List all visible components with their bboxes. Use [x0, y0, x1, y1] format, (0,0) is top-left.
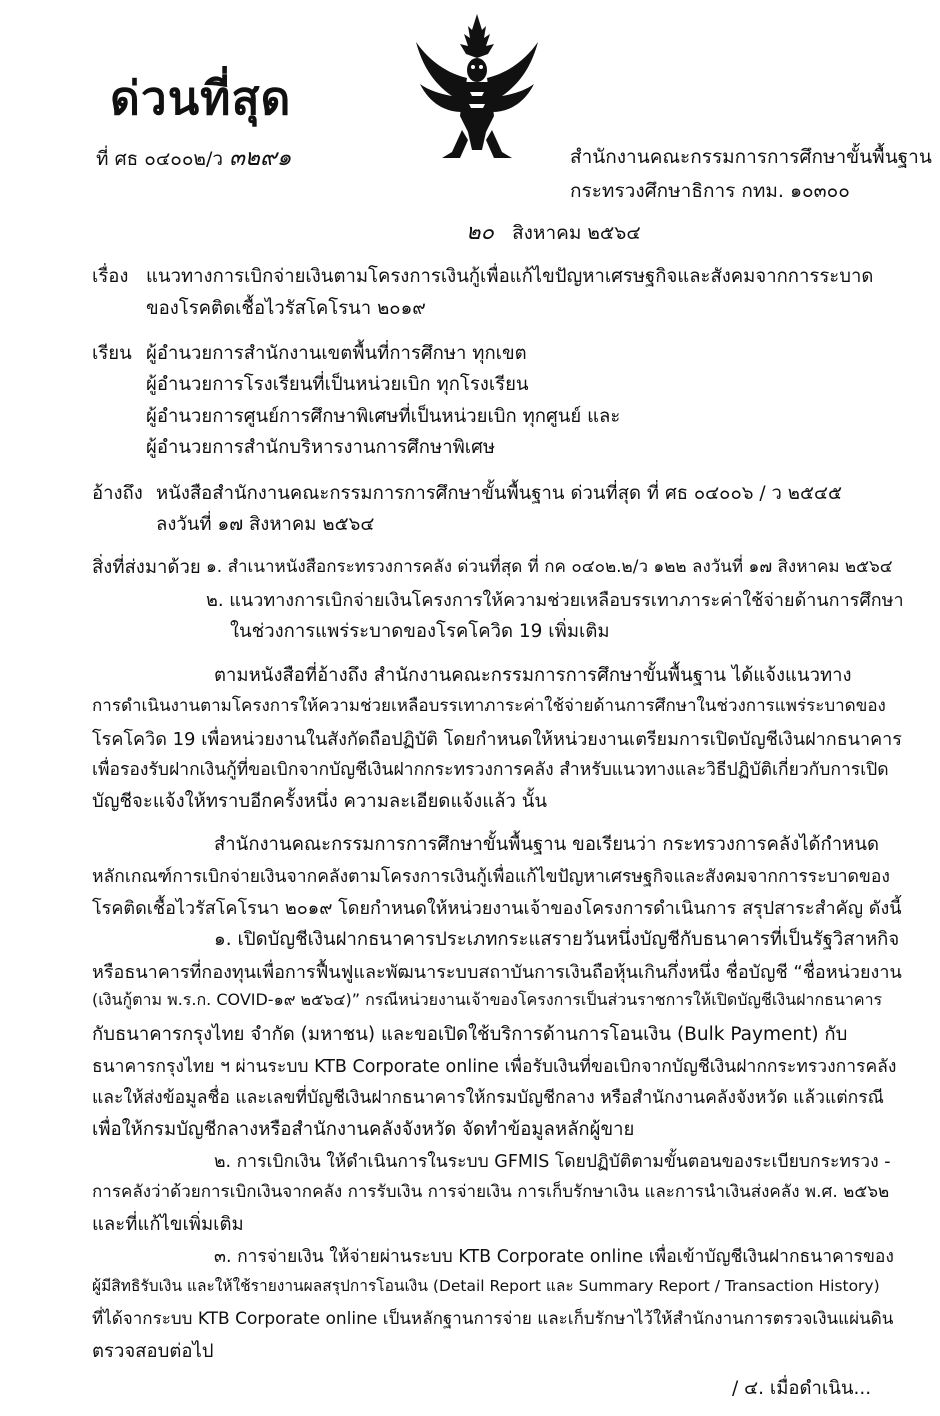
garuda-emblem-icon — [412, 12, 542, 164]
body-line: ตรวจสอบต่อไป — [92, 1341, 214, 1362]
document-number-handwritten: ๓๒๙๑ — [229, 145, 292, 171]
date-month-year: สิงหาคม ๒๕๖๔ — [512, 222, 641, 244]
recipient-line: ผู้อำนวยการโรงเรียนที่เป็นหน่วยเบิก ทุกโรงเรียน — [146, 374, 529, 395]
body-line: หรือธนาคารที่กองทุนเพื่อการฟื้นฟูและพัฒนาระบบสถาบันการเงินถือหุ้นเกินกึ่งหนึ่ง ชื่อบัญชี “ชื่อหน่วยงาน — [92, 962, 902, 983]
body-line: โรคโควิด 19 เพื่อหน่วยงานในสังกัดถือปฏิบัติ โดยกำหนดให้หน่วยงานเตรียมการเปิดบัญชีเงินฝากธนาคาร — [92, 729, 902, 750]
body-line: (เงินกู้ตาม พ.ร.ก. COVID-๑๙ ๒๕๖๔)” กรณีหน่วยงานเจ้าของโครงการเป็นส่วนราชการให้เปิดบัญชีเงินฝากธนาคาร — [92, 990, 883, 1009]
recipient-line: ผู้อำนวยการสำนักบริหารงานการศึกษาพิเศษ — [146, 437, 496, 458]
reference-line-1: หนังสือสำนักงานคณะกรรมการการศึกษาขั้นพื้นฐาน ด่วนที่สุด ที่ ศธ ๐๔๐๐๖ / ว ๒๕๔๕ — [156, 483, 842, 504]
body-line: กับธนาคารกรุงไทย จำกัด (มหาชน) และขอเปิดใช้บริการด้านการโอนเงิน (Bulk Payment) กับ — [92, 1024, 848, 1045]
page-continuation: / ๔. เมื่อดำเนิน... — [732, 1378, 872, 1399]
reference-line-2: ลงวันที่ ๑๗ สิงหาคม ๒๕๖๔ — [156, 514, 375, 535]
body-line: ตามหนังสือที่อ้างถึง สำนักงานคณะกรรมการการศึกษาขั้นพื้นฐาน ได้แจ้งแนวทาง — [214, 665, 852, 686]
recipient-line: ผู้อำนวยการสำนักงานเขตพื้นที่การศึกษา ทุกเขต — [146, 343, 527, 364]
enclosure-item-1: ๑. สำเนาหนังสือกระทรวงการคลัง ด่วนที่สุด ที่ กค ๐๔๐๒.๒/ว ๑๒๒ ลงวันที่ ๑๗ สิงหาคม ๒๕๖๔ — [206, 557, 893, 577]
letter-date — [466, 214, 641, 249]
body-line: บัญชีจะแจ้งให้ทราบอีกครั้งหนึ่ง ความละเอียดแจ้งแล้ว นั้น — [92, 791, 548, 812]
body-line: การดำเนินงานตามโครงการให้ความช่วยเหลือบรรเทาภาระค่าใช้จ่ายด้านการศึกษาในช่วงการแพร่ระบาดของ — [92, 696, 886, 716]
recipients-label: เรียน — [92, 343, 132, 364]
subject-line-2: ของโรคติดเชื้อไวรัสโคโรนา ๒๐๑๙ — [146, 298, 426, 319]
body-line: ผู้มีสิทธิรับเงิน และให้ใช้รายงานผลสรุปการโอนเงิน (Detail Report และ Summary Report / Transaction History) — [92, 1277, 880, 1295]
body-line: และให้ส่งข้อมูลชื่อ และเลขที่บัญชีเงินฝากธนาคารให้กรมบัญชีกลาง หรือสำนักงานคลังจังหวัด แล้วแต่กรณี — [92, 1088, 884, 1108]
document-number — [96, 140, 291, 176]
reference-label: อ้างถึง — [92, 483, 143, 504]
body-line: หลักเกณฑ์การเบิกจ่ายเงินจากคลังตามโครงการเงินกู้เพื่อแก้ไขปัญหาเศรษฐกิจและสังคมจากการระบาดของ — [92, 867, 890, 887]
body-line: ๓. การจ่ายเงิน ให้จ่ายผ่านระบบ KTB Corporate online เพื่อเข้าบัญชีเงินฝากธนาคารของ — [214, 1247, 894, 1267]
body-line: ๑. เปิดบัญชีเงินฝากธนาคารประเภทกระแสรายวันหนึ่งบัญชีกับธนาคารที่เป็นรัฐวิสาหกิจ — [214, 929, 900, 950]
body-line: ธนาคารกรุงไทย ฯ ผ่านระบบ KTB Corporate online เพื่อรับเงินที่ขอเบิกจากบัญชีเงินฝากกระทรวงการคลัง — [92, 1057, 897, 1077]
body-line: เพื่อรองรับฝากเงินกู้ที่ขอเบิกจากบัญชีเงินฝากกระทรวงการคลัง สำหรับแนวทางและวิธีปฏิบัติเกี่ยวกับการเปิด — [92, 760, 889, 780]
subject-line-1: แนวทางการเบิกจ่ายเงินตามโครงการเงินกู้เพื่อแก้ไขปัญหาเศรษฐกิจและสังคมจากการระบาด — [146, 266, 874, 287]
office-name: สำนักงานคณะกรรมการการศึกษาขั้นพื้นฐาน — [570, 146, 932, 168]
urgency-stamp: ด่วนที่สุด — [110, 71, 292, 125]
date-day-handwritten: ๒๐ — [466, 220, 494, 245]
body-line: และที่แก้ไขเพิ่มเติม — [92, 1214, 244, 1235]
body-line: สำนักงานคณะกรรมการการศึกษาขั้นพื้นฐาน ขอเรียนว่า กระทรวงการคลังได้กำหนด — [214, 834, 879, 855]
body-line: ๒. การเบิกเงิน ให้ดำเนินการในระบบ GFMIS โดยปฏิบัติตามขั้นตอนของระเบียบกระทรวง - — [214, 1152, 891, 1172]
enclosure-item-2-cont: ในช่วงการแพร่ระบาดของโรคโควิด 19 เพิ่มเติม — [230, 621, 610, 642]
body-line: การคลังว่าด้วยการเบิกเงินจากคลัง การรับเงิน การจ่ายเงิน การเก็บรักษาเงิน และการนำเงินส่งคลัง พ.ศ. ๒๕๖๒ — [92, 1182, 890, 1202]
recipient-line: ผู้อำนวยการศูนย์การศึกษาพิเศษที่เป็นหน่วยเบิก ทุกศูนย์ และ — [146, 406, 621, 427]
body-line: เพื่อให้กรมบัญชีกลางหรือสำนักงานคลังจังหวัด จัดทำข้อมูลหลักผู้ขาย — [92, 1119, 635, 1140]
issuing-office — [570, 140, 932, 208]
enclosure-item-2: ๒. แนวทางการเบิกจ่ายเงินโครงการให้ความช่วยเหลือบรรเทาภาระค่าใช้จ่ายด้านการศึกษา — [206, 590, 904, 611]
enclosures-label: สิ่งที่ส่งมาด้วย — [92, 557, 201, 578]
subject-label: เรื่อง — [92, 266, 129, 287]
body-line: โรคติดเชื้อไวรัสโคโรนา ๒๐๑๙ โดยกำหนดให้หน่วยงานเจ้าของโครงการดำเนินการ สรุปสาระสำคัญ ดังนี้ — [92, 898, 902, 919]
office-address: กระทรวงศึกษาธิการ กทม. ๑๐๓๐๐ — [570, 180, 850, 202]
document-number-prefix: ที่ ศธ ๐๔๐๐๒/ว — [96, 148, 224, 170]
body-line: ที่ได้จากระบบ KTB Corporate online เป็นหลักฐานการจ่าย และเก็บรักษาไว้ให้สำนักงานการตรวจเงินแผ่นดิน — [92, 1309, 894, 1329]
